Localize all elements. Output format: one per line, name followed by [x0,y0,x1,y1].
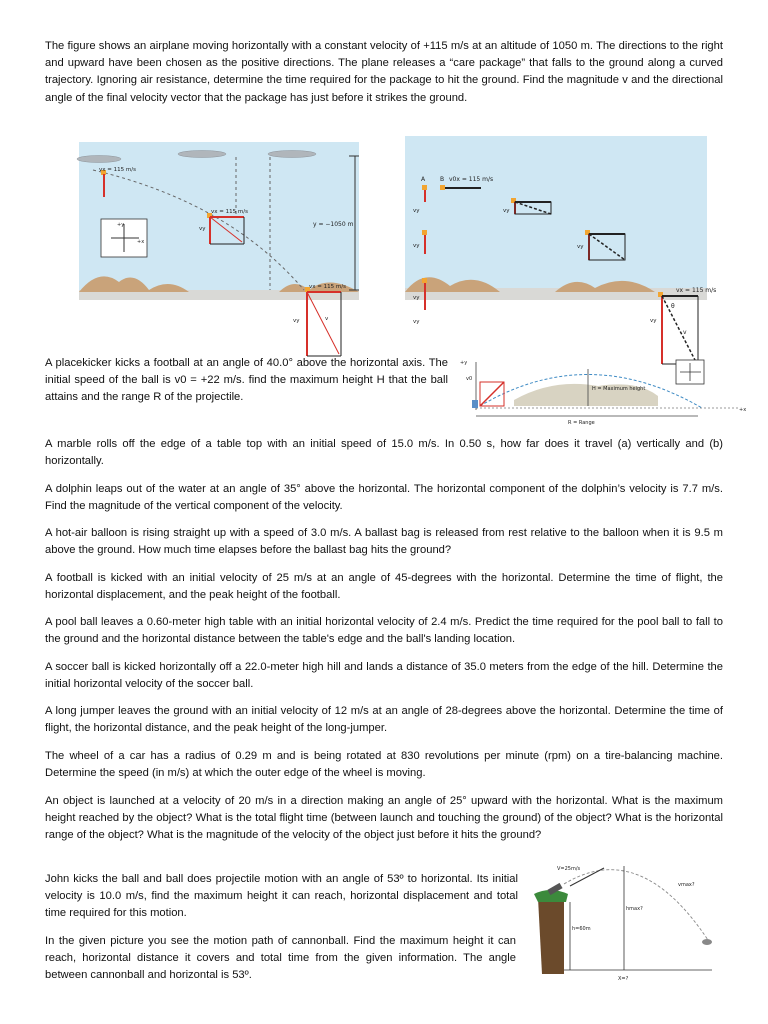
vx-label: vx = 115 m/s [676,287,717,294]
height-label: h=60m [572,926,591,932]
vy-label: vy [413,243,420,249]
cannonball-figure [530,856,722,984]
vx-label: vx = 115 m/s [99,167,136,173]
question-cannonball: In the given picture you see the motion path of cannonball. Find the maximum height it can reach, horizontal distance it covers and total time from the given information. The angle between cannonball and horizontal is 53º. [45,935,516,982]
football-trajectory-figure [458,356,746,430]
question-car-wheel: The wheel of a car has a radius of 0.29 m and is being rotated at 830 revolutions per minute (rpm) on a tire-balancing machine. Determine the speed (in m/s) at which the outer edge of the wheel is moving. [45,750,723,780]
axis-y-label: +y [460,360,468,366]
vy-label: vy [413,319,420,325]
question-dolphin: A dolphin leaps out of the water at an angle of 35° above the horizontal. The horizontal component of the dolphin’s velocity is 7.7 m/s. Find the magnitude of the vertical component of the velocity. [45,483,723,513]
vx-label: vx = 115 m/s [211,209,248,215]
question-placekicker: A placekicker kicks a football at an angle of 40.0° above the horizontal axis. The initial speed of the ball is v0 = +22 m/s. find the maximum height H that the ball attains and the range R of the projectile. [45,357,448,404]
altitude-label: y = −1050 m [313,221,354,228]
question-john-kicks-ball: John kicks the ball and ball does projectile motion with an angle of 53º to horizontal. Its initial velocity is 10.0 m/s, find the maximum height it can reach, horizontal displacement and total time required for this motion. [45,873,518,920]
question-long-jumper: A long jumper leaves the ground with an initial velocity of 12 m/s at an angle of 28-degrees above the horizontal. Determine the time of flight, the horizontal distance, and the peak height of the long-jumper. [45,705,723,735]
velocity-label: V=25m/s [557,866,581,872]
question-soccer-ball: A soccer ball is kicked horizontally off a 22.0-meter high hill and lands a distance of 35.0 meters from the edge of the hill. Determine the initial horizontal velocity of the soccer ball. [45,661,723,691]
point-b-label: B [440,176,445,183]
range-label: R = Range [568,420,595,426]
question-airplane-care-package: The figure shows an airplane moving horizontally with a constant velocity of +115 m/s at an altitude of 1050 m. The directions to the right and upward have been chosen as the positive directions. The plane releases a “care package” that falls to the ground along a curved trajectory. Ignoring air resistance, determine the time required for the package to hit the ground. Find the magnitude v and the directional angle of the final velocity vector that the package has just before it strikes the ground. [45,40,723,104]
vy-label: vy [650,318,657,324]
question-marble: A marble rolls off the edge of a table top with an initial speed of 15.0 m/s. In 0.50 s, how far does it travel (a) vertically and (b) horizontally. [45,438,723,468]
vy-label: vy [199,226,206,232]
axis-x-label: +x [137,239,145,245]
package-components-figure [405,136,717,368]
vy-label: vy [503,208,510,214]
point-a-label: A [421,176,426,183]
question-football: A football is kicked with an initial velocity of 25 m/s at an angle of 45-degrees with the horizontal. Determine the time of flight, the horizontal displacement, and the peak height of the football. [45,572,723,602]
vy-label: vy [413,295,420,301]
v0-label: v0 [466,376,473,382]
airplane-trajectory-figure [79,142,359,360]
axis-x-label: +x [739,407,747,413]
v0x-label: v0x = 115 m/s [449,176,494,183]
question-hot-air-balloon: A hot-air balloon is rising straight up with a speed of 3.0 m/s. A ballast bag is released from rest relative to the balloon when it is 9.5 m above the ground. How much time elapses before the ballast bag hits the ground? [45,527,723,557]
vy-label: vy [577,244,584,250]
theta-label: θ [671,303,675,310]
question-pool-ball: A pool ball leaves a 0.60-meter high table with an initial horizontal velocity of 2.4 m/s. Predict the time required for the pool ball to fall to the ground and the horizontal distance between the table's edge and the ball's landing location. [45,616,723,646]
axis-y-label: +y [117,222,125,228]
vx-label: vx = 115 m/s [309,284,346,290]
x-label: X=? [618,976,629,982]
vmax-label: vmax? [678,882,695,888]
question-launched-object: An object is launched at a velocity of 20 m/s in a direction making an angle of 25° upward with the horizontal. What is the maximum height reached by the object? What is the total flight time (between launch and touching the ground) of the object? What is the horizontal range of the object? What is the magnitude of the velocity of the object just before it hits the ground? [45,795,723,842]
max-height-label: H = Maximum height [592,386,646,392]
v-label: v [683,329,687,336]
v-label: v [325,316,329,322]
hmax-label: hmax? [626,906,643,912]
vy-label: vy [413,208,420,214]
vy-label: vy [293,318,300,324]
